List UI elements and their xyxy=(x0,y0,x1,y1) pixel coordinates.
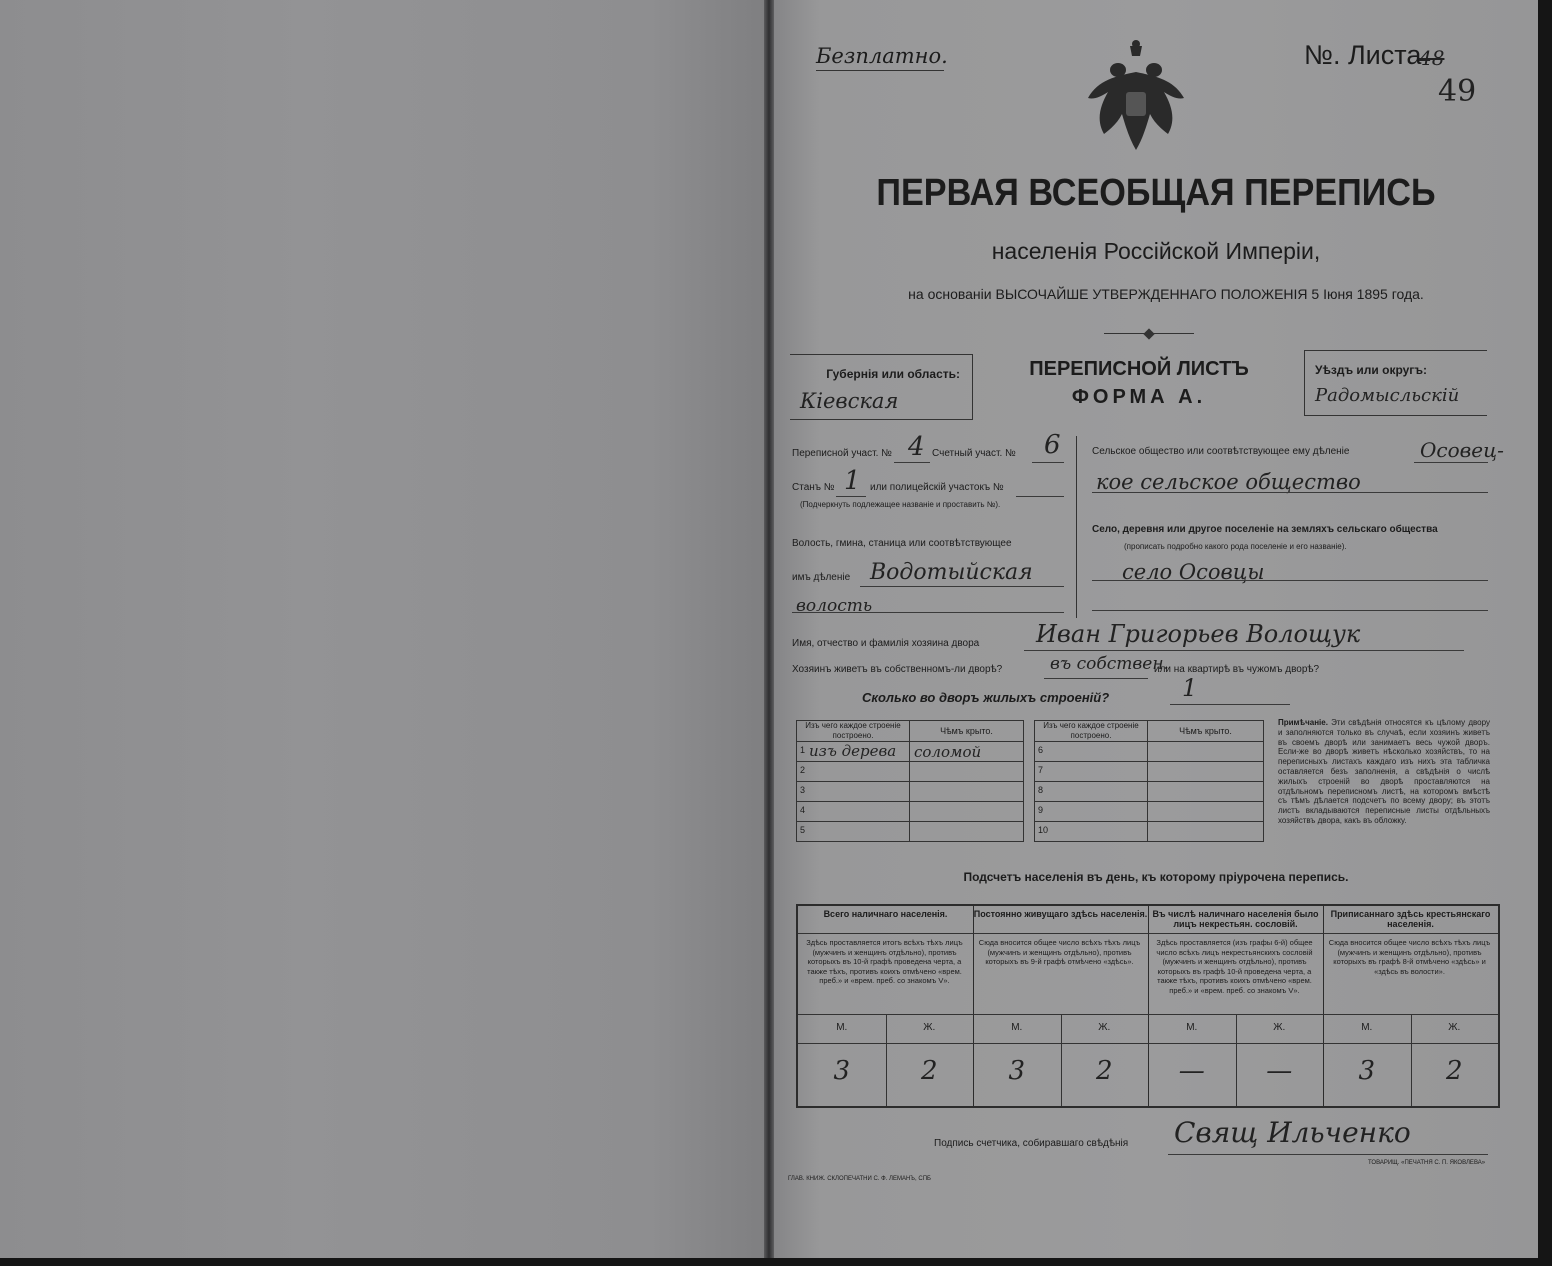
census-section-label: Переписной участ. № xyxy=(792,448,892,459)
buildings-table-left xyxy=(796,720,1024,842)
buildings-value: 1 xyxy=(1182,674,1198,702)
sex-divider xyxy=(1236,1014,1237,1106)
building-roof-value xyxy=(910,802,1024,822)
building-number: 3 xyxy=(800,785,806,795)
female-label: Ж. xyxy=(923,1022,936,1033)
col-roof-header: Чѣмъ крыто. xyxy=(910,721,1024,742)
count-group xyxy=(798,906,974,1106)
society-value-2: кое сельское общество xyxy=(1096,470,1361,494)
count-title: Подсчетъ населенія въ день, къ которому пріурочена перепись. xyxy=(963,870,1349,884)
female-label: Ж. xyxy=(1273,1022,1286,1033)
building-row xyxy=(1035,742,1264,762)
male-count: 3 xyxy=(1008,1056,1026,1086)
volost-value: Водотыйская xyxy=(870,560,1033,585)
count-group-head: Приписаннаго здѣсь крестьянскаго населенія. xyxy=(1323,906,1498,934)
female-count: 2 xyxy=(1445,1056,1463,1086)
province-label: Губернія или область: xyxy=(826,367,960,381)
female-label: Ж. xyxy=(1098,1022,1111,1033)
sex-divider xyxy=(886,1014,887,1106)
imprint-left: ГЛАВ. КНИЖ. СКЛОПЕЧАТНИ С. Ф. ЛЕМАНЪ, СПБ xyxy=(788,1176,931,1182)
sheet-number-label: №. Листа xyxy=(1304,40,1422,70)
building-material-cell xyxy=(1035,802,1148,822)
building-row xyxy=(797,782,1024,802)
owner-name-line xyxy=(1024,650,1464,651)
census-section-value: 4 xyxy=(908,432,925,462)
female-count: — xyxy=(1266,1056,1293,1086)
col-roof-header-2: Чѣмъ крыто. xyxy=(1148,721,1264,742)
building-material-cell xyxy=(797,762,910,782)
building-row xyxy=(797,802,1024,822)
free-label: Безплатно. xyxy=(816,44,948,68)
building-row xyxy=(797,822,1024,842)
building-number: 10 xyxy=(1038,825,1049,835)
count-group-description: Здѣсь проставляется (изъ графы 6-й) общее число всѣхъ лицъ некрестьянскихъ сословій (мужчинъ и женщинъ отдѣльно), противъ которыхъ въ графѣ 10-й проведена черта, а также тѣхъ, противъ коихъ отмѣчено «врем. преб.» и «врем. преб. со знакомъ V». xyxy=(1156,938,1313,995)
district-value: Радомысльскій xyxy=(1315,385,1460,406)
form-name: ФОРМА А. xyxy=(1071,386,1207,408)
col-material-header-2: Изъ чего каждое строеніе построено. xyxy=(1035,721,1148,742)
village-label: Село, деревня или другое поселеніе на земляхъ сельскаго общества xyxy=(1092,524,1438,535)
building-material-cell xyxy=(797,802,910,822)
male-label: М. xyxy=(836,1022,848,1033)
owner-name-value: Иван Григорьев Волощук xyxy=(1036,620,1361,648)
building-number: 7 xyxy=(1038,765,1044,775)
count-group-description: Сюда вносится общее число всѣхъ тѣхъ лицъ (мужчинъ и женщинъ отдѣльно), противъ которыхъ въ графѣ 8-й отмѣчено «здѣсь» и «здѣсь въ волости». xyxy=(1328,938,1491,976)
count-section-line xyxy=(1032,462,1064,463)
owner-lives-value: въ собствен. xyxy=(1050,654,1169,674)
count-group-head: Всего наличнаго населенія. xyxy=(798,906,973,934)
society-value: Осовец- xyxy=(1420,438,1504,462)
building-material-cell xyxy=(797,782,910,802)
police-label: или полицейскій участокъ № xyxy=(870,482,1004,493)
society-label: Сельское общество или соотвѣтствующее ему дѣленіе xyxy=(1092,446,1350,457)
building-row xyxy=(1035,782,1264,802)
volost-label-2: имъ дѣленіе xyxy=(792,572,851,583)
count-group-description: Сюда вносится общее число всѣхъ тѣхъ лицъ (мужчинъ и женщинъ отдѣльно), противъ которыхъ въ 9-й графѣ отмѣчено «здѣсь». xyxy=(978,938,1141,966)
building-roof-value xyxy=(910,762,1024,782)
field-divider xyxy=(1076,436,1077,618)
male-count: — xyxy=(1178,1056,1205,1086)
stan-value: 1 xyxy=(844,466,861,496)
stan-label: Станъ № xyxy=(792,482,835,493)
building-material-cell xyxy=(1035,762,1148,782)
owner-lives-label: Хозяинъ живетъ въ собственномъ-ли дворѣ? xyxy=(792,664,1003,675)
male-count: 3 xyxy=(833,1056,851,1086)
left-page-blank xyxy=(0,0,764,1258)
building-material-value: изъ дерева xyxy=(809,742,897,760)
count-group xyxy=(1323,906,1498,1106)
province-value: Кіевская xyxy=(800,389,899,413)
male-count: 3 xyxy=(1358,1056,1376,1086)
signature-value: Свящ Ильченко xyxy=(1174,1116,1411,1149)
note-block xyxy=(1278,718,1490,826)
signature-line xyxy=(1168,1154,1488,1155)
building-number: 5 xyxy=(800,825,806,835)
buildings-line xyxy=(1170,704,1290,705)
census-section-line xyxy=(894,462,930,463)
building-roof-value xyxy=(1148,782,1264,802)
count-section-value: 6 xyxy=(1044,430,1061,460)
society-line xyxy=(1414,462,1488,463)
imprint-right: ТОВАРИЩ. «ПЕЧАТНЯ С. П. ЯКОВЛЕВА» xyxy=(1368,1160,1486,1166)
building-roof-value xyxy=(910,822,1024,842)
count-table xyxy=(796,904,1500,1108)
female-label: Ж. xyxy=(1448,1022,1461,1033)
owner-name-label: Имя, отчество и фамилія хозяина двора xyxy=(792,638,980,649)
village-line xyxy=(1092,580,1488,581)
sheet-number-value: 48 xyxy=(1419,46,1445,70)
signature-label: Подпись счетчика, собиравшаго свѣдѣнія xyxy=(934,1138,1129,1149)
building-material-cell xyxy=(1035,822,1148,842)
building-row xyxy=(797,742,1024,762)
building-row xyxy=(1035,762,1264,782)
sex-divider xyxy=(1411,1014,1412,1106)
sheet-number-pencil: 49 xyxy=(1438,74,1477,109)
count-group xyxy=(973,906,1149,1106)
building-roof-value xyxy=(1148,742,1264,762)
free-underline xyxy=(816,70,944,71)
form-title: ПЕРЕПИСНОЙ ЛИСТЪ xyxy=(1029,358,1249,380)
building-number: 1 xyxy=(800,745,806,755)
count-group-head: Въ числѣ наличнаго населенія было лицъ некрестьян. сословій. xyxy=(1148,906,1323,934)
building-number: 6 xyxy=(1038,745,1044,755)
volost-value-2: волость xyxy=(796,596,873,616)
male-label: М. xyxy=(1011,1022,1023,1033)
village-value: село Осовцы xyxy=(1122,560,1265,584)
col-material-header: Изъ чего каждое строеніе построено. xyxy=(797,721,910,742)
female-count: 2 xyxy=(920,1056,938,1086)
building-number: 8 xyxy=(1038,785,1044,795)
building-row xyxy=(797,762,1024,782)
volost-label: Волость, гмина, станица или соотвѣтствующее xyxy=(792,538,1012,549)
imperial-eagle-icon xyxy=(1080,36,1192,156)
province-box xyxy=(790,354,973,420)
building-number: 4 xyxy=(800,805,806,815)
building-material-cell xyxy=(1035,782,1148,802)
building-roof-value xyxy=(1148,762,1264,782)
count-group-head: Постоянно живущаго здѣсь населенія. xyxy=(973,906,1148,934)
village-note: (прописать подробно какого рода поселеніе и его названіе). xyxy=(1124,542,1347,551)
building-material-cell xyxy=(797,822,910,842)
census-subtitle: населенія Россійской Имперіи, xyxy=(991,238,1321,264)
owner-lives-line xyxy=(1044,678,1148,679)
male-label: М. xyxy=(1361,1022,1373,1033)
census-title: ПЕРВАЯ ВСЕОБЩАЯ ПЕРЕПИСЬ xyxy=(876,172,1436,214)
society-line-2 xyxy=(1092,492,1488,493)
buildings-table-right xyxy=(1034,720,1264,842)
police-line xyxy=(1016,496,1064,497)
ornament-divider xyxy=(1104,330,1194,338)
building-row xyxy=(1035,822,1264,842)
district-box xyxy=(1304,350,1487,416)
building-roof-value xyxy=(910,782,1024,802)
census-form-page xyxy=(774,0,1538,1258)
sex-divider xyxy=(1061,1014,1062,1106)
buildings-label: Сколько во дворъ жилыхъ строеній? xyxy=(862,690,1110,705)
underline-note: (Подчеркнуть подлежащее названіе и проставить №). xyxy=(800,500,1001,509)
male-label: М. xyxy=(1186,1022,1198,1033)
village-line-2 xyxy=(1092,610,1488,611)
building-roof-value xyxy=(1148,822,1264,842)
volost-line xyxy=(860,586,1064,587)
district-label: Уѣздъ или округъ: xyxy=(1315,363,1428,377)
building-row xyxy=(1035,802,1264,822)
volost-line-2 xyxy=(792,612,1064,613)
building-material-cell xyxy=(1035,742,1148,762)
owner-lives-label-2: или на квартирѣ въ чужомъ дворѣ? xyxy=(1154,664,1320,675)
building-roof-value xyxy=(1148,802,1264,822)
count-section-label: Счетный участ. № xyxy=(932,448,1016,459)
count-group-description: Здѣсь проставляется итогъ всѣхъ тѣхъ лицъ (мужчинъ и женщинъ отдѣльно), противъ которыхъ въ 10-й графѣ проведена черта, а также тѣхъ, противъ коихъ отмѣчено «врем. преб.» и «врем. преб. со знакомъ V». xyxy=(806,938,963,985)
book-spine xyxy=(764,0,774,1258)
building-number: 9 xyxy=(1038,805,1044,815)
census-basis: на основаніи ВЫСОЧАЙШЕ УТВЕРЖДЕННАГО ПОЛОЖЕНІЯ 5 Іюня 1895 года. xyxy=(908,286,1424,302)
stan-line xyxy=(836,496,866,497)
note-text: Эти свѣдѣнія относятся къ цѣлому двору и заполняются только въ случаѣ, если хозяинъ живетъ въ своемъ дворѣ или занимаетъ весь чужой дворъ. Если-же во дворѣ живетъ нѣсколько хозяйствъ, то на переписныхъ листахъ каждаго изъ нихъ эта табличка оставляется безъ заполненія, а свѣдѣнія о числѣ жилыхъ строеній во дворѣ проставляются на отдѣльномъ переписномъ листѣ, на которомъ вмѣстѣ съ тѣмъ дѣлается подсчетъ по всему двору; въ этотъ листъ вкладываются переписные листы отдѣльныхъ хозяйствъ двора, какъ въ обложку. xyxy=(1278,718,1490,825)
building-material-cell xyxy=(797,742,910,762)
count-group xyxy=(1148,906,1324,1106)
female-count: 2 xyxy=(1095,1056,1113,1086)
note-title: Примѣчаніе. xyxy=(1278,718,1328,727)
building-roof-value: соломой xyxy=(910,742,1024,762)
building-number: 2 xyxy=(800,765,806,775)
